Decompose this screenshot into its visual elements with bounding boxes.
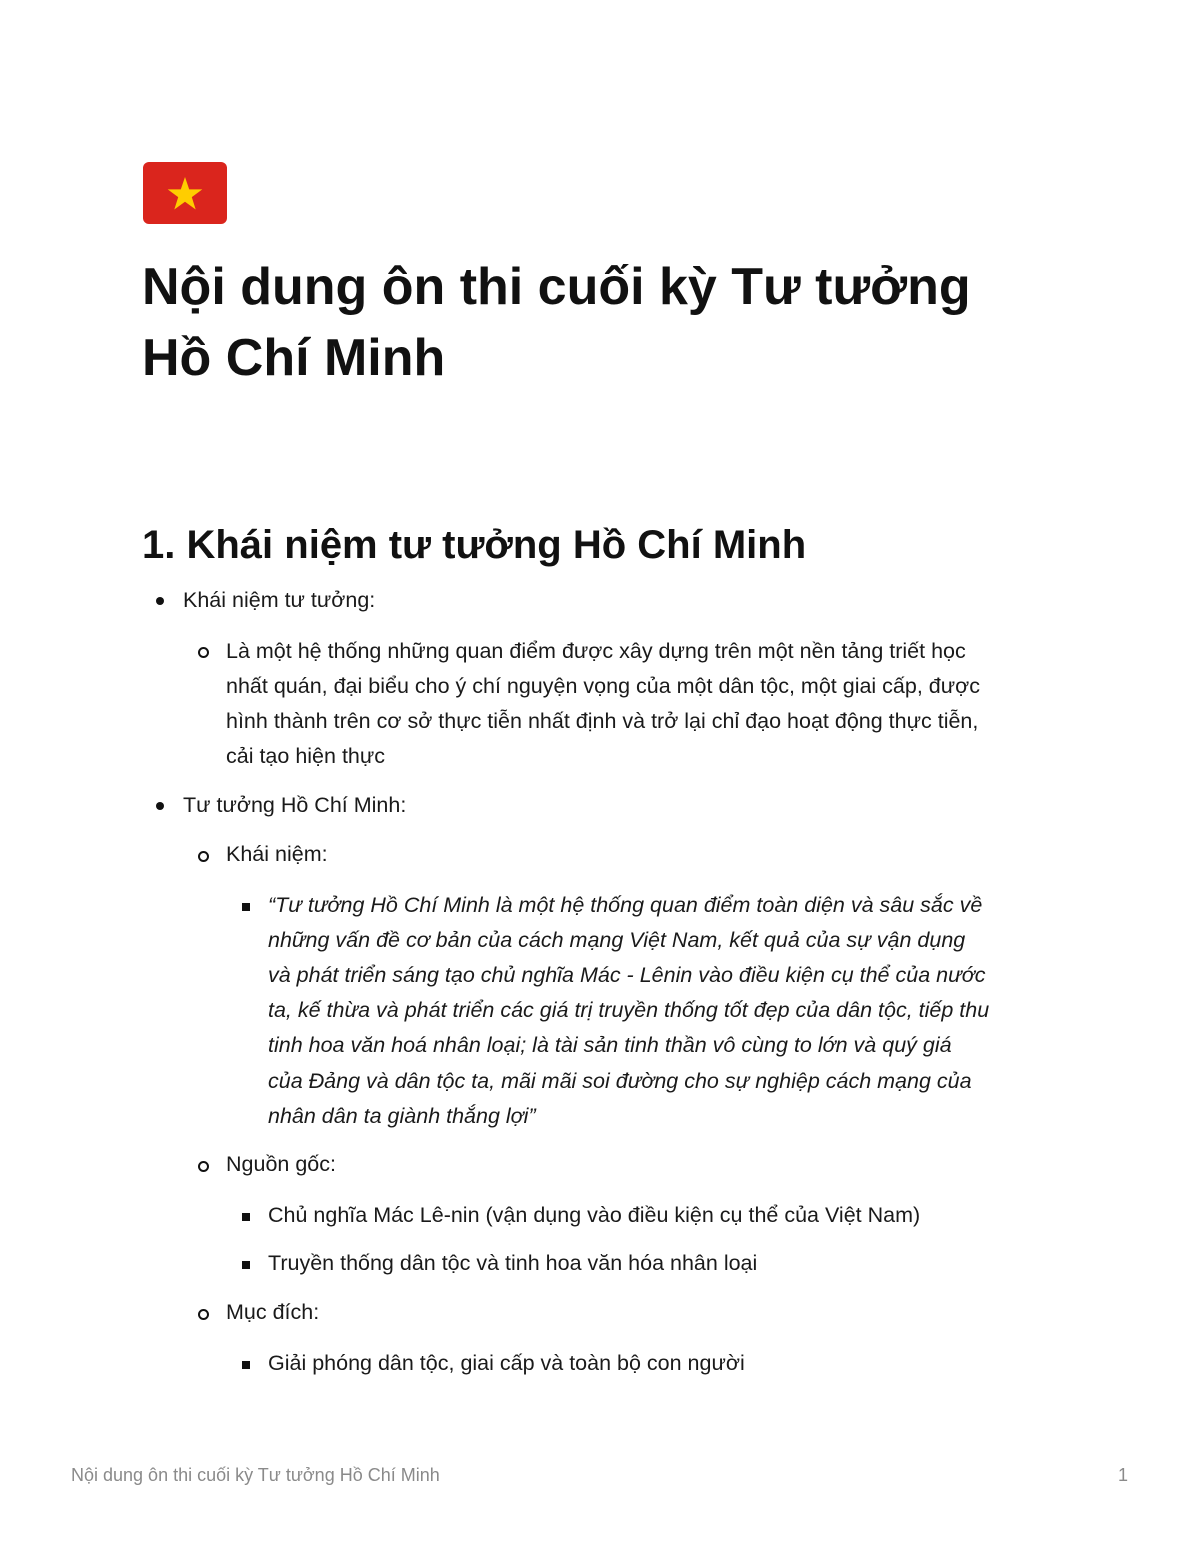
list-item-label: Tư tưởng Hồ Chí Minh: [183,793,407,817]
quote-line: nhân dân ta giành thắng lợi” [268,1104,536,1128]
quote-line: ta, kế thừa và phát triển các giá trị truyền thống tốt đẹp của dân tộc, tiếp thu [268,998,990,1022]
origin-item: Chủ nghĩa Mác Lê-nin (vận dụng vào điều kiện cụ thể của Việt Nam) [268,1203,921,1227]
disc-bullet-icon [156,597,164,605]
section-heading: 1. Khái niệm tư tưởng Hồ Chí Minh [142,523,807,567]
page-number: 1 [1118,1465,1129,1485]
square-bullet-icon [242,903,250,911]
circle-bullet-icon [198,1309,209,1320]
origin-item: Truyền thống dân tộc và tinh hoa văn hóa nhân loại [268,1251,758,1275]
footer-title: Nội dung ôn thi cuối kỳ Tư tưởng Hồ Chí Minh [71,1465,440,1485]
list-item-label: Khái niệm tư tưởng: [183,588,376,612]
sub-item-label: Nguồn gốc: [226,1152,336,1176]
quote-line: “Tư tưởng Hồ Chí Minh là một hệ thống quan điểm toàn diện và sâu sắc về [268,893,983,917]
purpose-item: Giải phóng dân tộc, giai cấp và toàn bộ con người [268,1351,745,1375]
square-bullet-icon [242,1361,250,1369]
definition-line: hình thành trên cơ sở thực tiễn nhất định và trở lại chỉ đạo hoạt động thực tiễn, [226,709,979,733]
definition-line: nhất quán, đại biểu cho ý chí nguyện vọng của một dân tộc, một giai cấp, được [226,674,980,698]
quote-line: và phát triển sáng tạo chủ nghĩa Mác - Lênin vào điều kiện cụ thể của nước [268,963,986,987]
quote-line: tinh hoa văn hoá nhân loại; là tài sản tinh thần vô cùng to lớn và quý giá [268,1033,952,1057]
circle-bullet-icon [198,647,209,658]
sub-item-label: Khái niệm: [226,842,328,866]
square-bullet-icon [242,1261,250,1269]
sub-item-label: Mục đích: [226,1300,320,1324]
circle-bullet-icon [198,851,209,862]
document-title: Nội dung ôn thi cuối kỳ Tư tưởng Hồ Chí Minh [142,258,971,387]
definition-line: Là một hệ thống những quan điểm được xây dựng trên một nền tảng triết học [226,639,966,663]
square-bullet-icon [242,1213,250,1221]
circle-bullet-icon [198,1161,209,1172]
vietnam-flag-icon [143,162,227,224]
disc-bullet-icon [156,802,164,810]
quote-line: những vấn đề cơ bản của cách mạng Việt Nam, kết quả của sự vận dụng [268,928,966,952]
definition-line: cải tạo hiện thực [226,744,386,768]
quote-line: của Đảng và dân tộc ta, mãi mãi soi đường cho sự nghiệp cách mạng của [268,1069,972,1093]
